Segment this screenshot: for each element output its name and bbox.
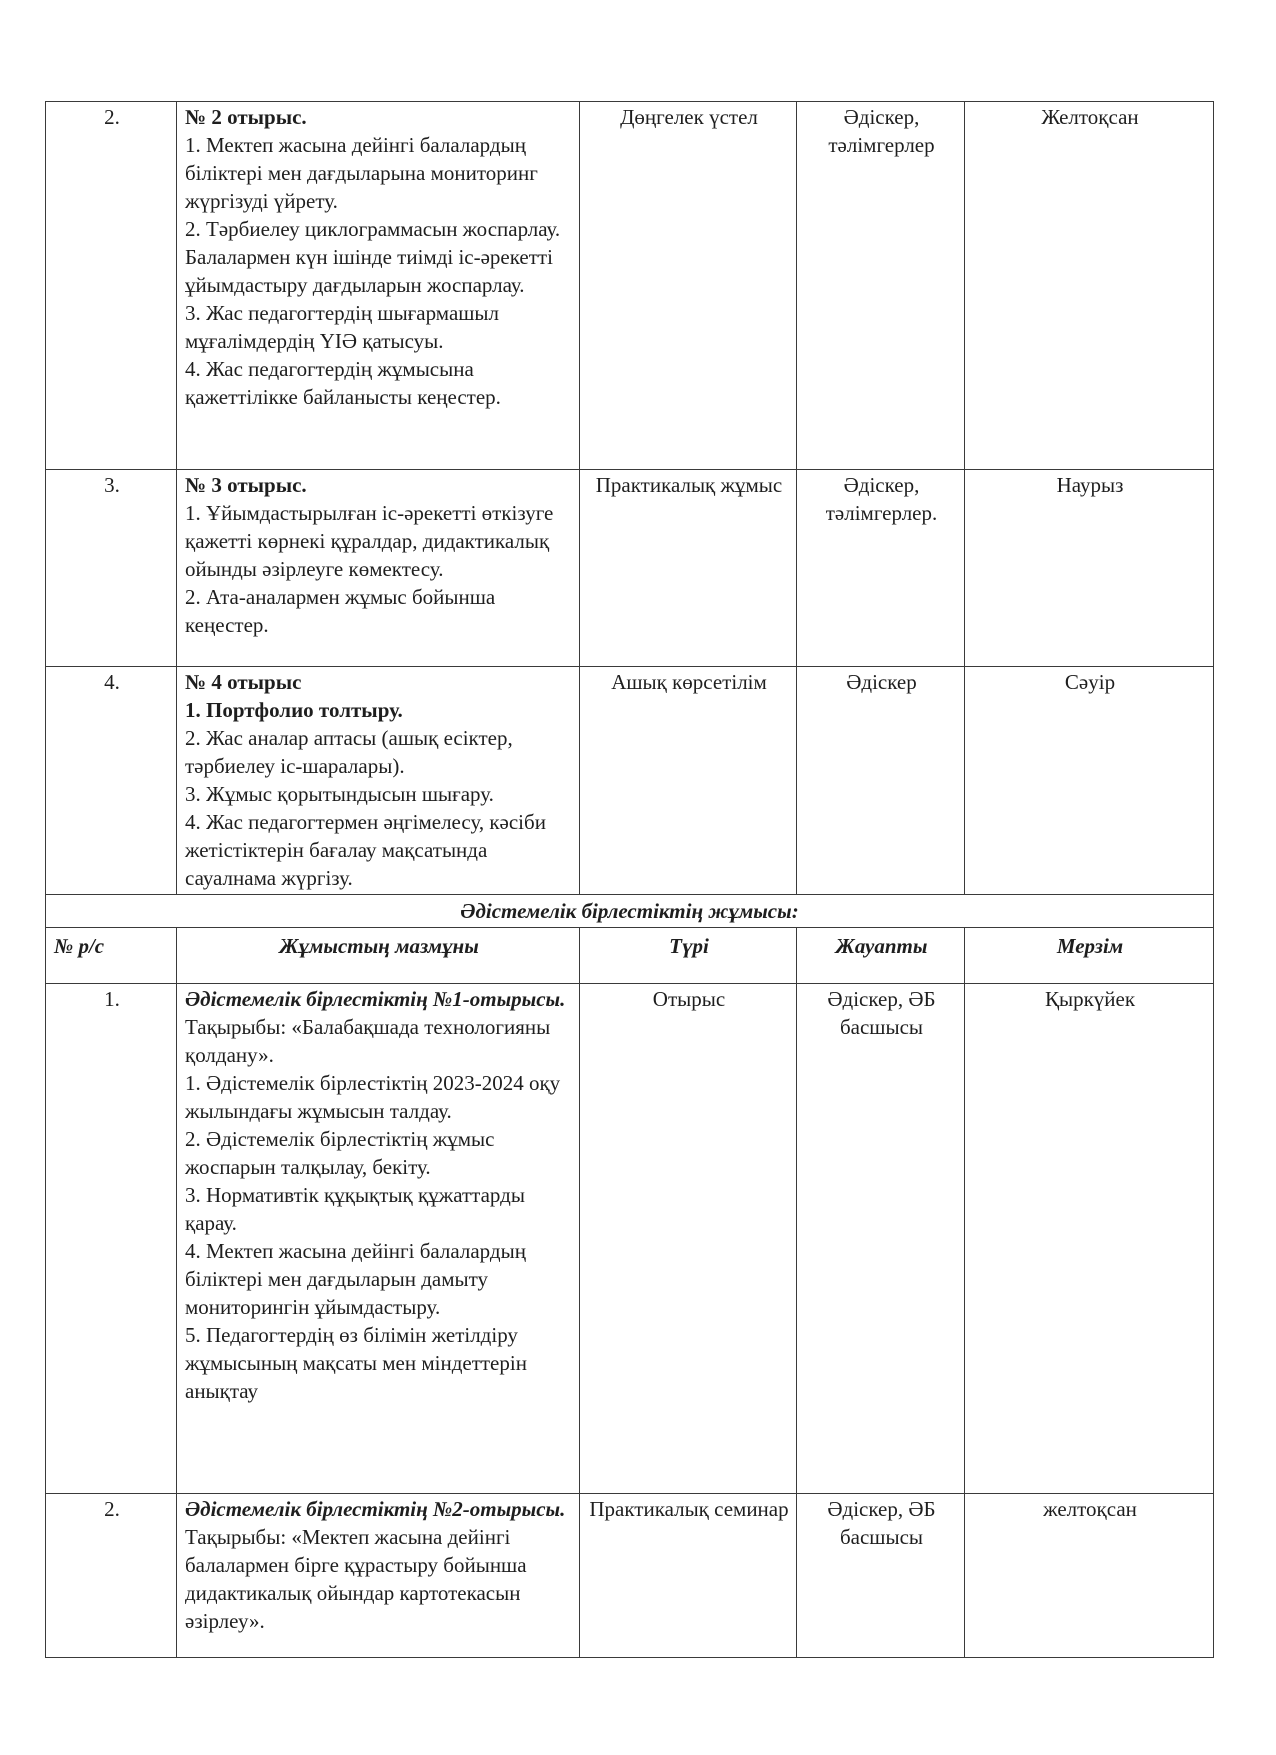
header-num: № р/с [46,928,177,984]
meeting-title: № 2 отырыс. [185,105,307,129]
content-line: 3. Нормативтік құқықтық құжаттарды қарау. [185,1183,525,1235]
section-title-row [46,895,1214,928]
row-deadline: Қыркүйек [965,984,1214,1494]
row-responsible: Әдіскер, ӘБ басшысы [797,1494,965,1658]
row-number: 4. [46,667,177,895]
row-content [177,470,580,667]
row-content [177,1494,580,1658]
content-line: 2. Жас аналар аптасы (ашық есіктер, тәрбиелеу іс-шаралары). [185,726,513,778]
content-line: 1. Мектеп жасына дейінгі балалардың біліктері мен дағдыларына мониторинг жүргізуді үйрету. [185,133,538,213]
content-line-bold: 1. Портфолио толтыру. [185,698,403,722]
content-line: 1. Ұйымдастырылған іс-әрекетті өткізуге қажетті көрнекі құралдар, дидактикалық ойынды әзірлеуге көмектесу. [185,501,554,581]
row-number: 2. [46,1494,177,1658]
row-type: Практикалық семинар [580,1494,797,1658]
row-number: 1. [46,984,177,1494]
meeting-title: Әдістемелік бірлестіктің №2-отырысы. [185,1497,566,1521]
content-line: 2. Тәрбиелеу циклограммасын жоспарлау. Балалармен күн ішінде тиімді іс-әрекетті ұйымдастыру дағдыларын жоспарлау. [185,217,561,297]
row-deadline: Наурыз [965,470,1214,667]
row-responsible: Әдіскер, тәлімгерлер [797,102,965,470]
content-line: 5. Педагогтердің өз білімін жетілдіру жұмысының мақсаты мен міндеттерін анықтау [185,1323,527,1403]
content-line: 4. Жас педагогтермен әңгімелесу, кәсіби жетістіктерін бағалау мақсатында сауалнама жүргізу. [185,810,546,890]
row-content [177,102,580,470]
content-line: 4. Мектеп жасына дейінгі балалардың біліктері мен дағдыларын дамыту мониторингін ұйымдастыру. [185,1239,526,1319]
row-type: Ашық көрсетілім [580,667,797,895]
table-row [46,102,1214,470]
content-line: Тақырыбы: «Балабақшада технологияны қолдану». [185,1015,551,1067]
content-line: 2. Әдістемелік бірлестіктің жұмыс жоспарын талқылау, бекіту. [185,1127,495,1179]
meeting-title: № 4 отырыс [185,670,302,694]
table-row [46,1494,1214,1658]
plan-document [45,101,1213,1658]
content-line: 1. Әдістемелік бірлестіктің 2023-2024 оқу жылындағы жұмысын талдау. [185,1071,561,1123]
row-responsible: Әдіскер [797,667,965,895]
row-deadline: Сәуір [965,667,1214,895]
table-row [46,667,1214,895]
meeting-title: Әдістемелік бірлестіктің №1-отырысы. [185,987,566,1011]
row-type: Отырыс [580,984,797,1494]
header-responsible: Жауапты [797,928,965,984]
meeting-title: № 3 отырыс. [185,473,307,497]
table-row [46,984,1214,1494]
row-responsible: Әдіскер, ӘБ басшысы [797,984,965,1494]
section-title: Әдістемелік бірлестіктің жұмысы: [46,895,1214,928]
content-line: Тақырыбы: «Мектеп жасына дейінгі балалармен бірге құрастыру бойынша дидактикалық ойындар картотекасын әзірлеу». [185,1525,527,1633]
content-line: 3. Жұмыс қорытындысын шығару. [185,782,494,806]
header-type: Түрі [580,928,797,984]
row-responsible: Әдіскер, тәлімгерлер. [797,470,965,667]
header-content: Жұмыстың мазмұны [177,928,580,984]
header-deadline: Мерзім [965,928,1214,984]
row-deadline: Желтоқсан [965,102,1214,470]
row-type: Дөңгелек үстел [580,102,797,470]
row-content [177,667,580,895]
row-content [177,984,580,1494]
row-deadline: желтоқсан [965,1494,1214,1658]
content-line: 3. Жас педагогтердің шығармашыл мұғалімдердің ҮІӘ қатысуы. [185,301,500,353]
row-type: Практикалық жұмыс [580,470,797,667]
content-line: 4. Жас педагогтердің жұмысына қажеттілікке байланысты кеңестер. [185,357,501,409]
row-number: 2. [46,102,177,470]
work-plan-table [45,101,1214,1658]
row-number: 3. [46,470,177,667]
content-line: 2. Ата-аналармен жұмыс бойынша кеңестер. [185,585,496,637]
header-row [46,928,1214,984]
table-row [46,470,1214,667]
